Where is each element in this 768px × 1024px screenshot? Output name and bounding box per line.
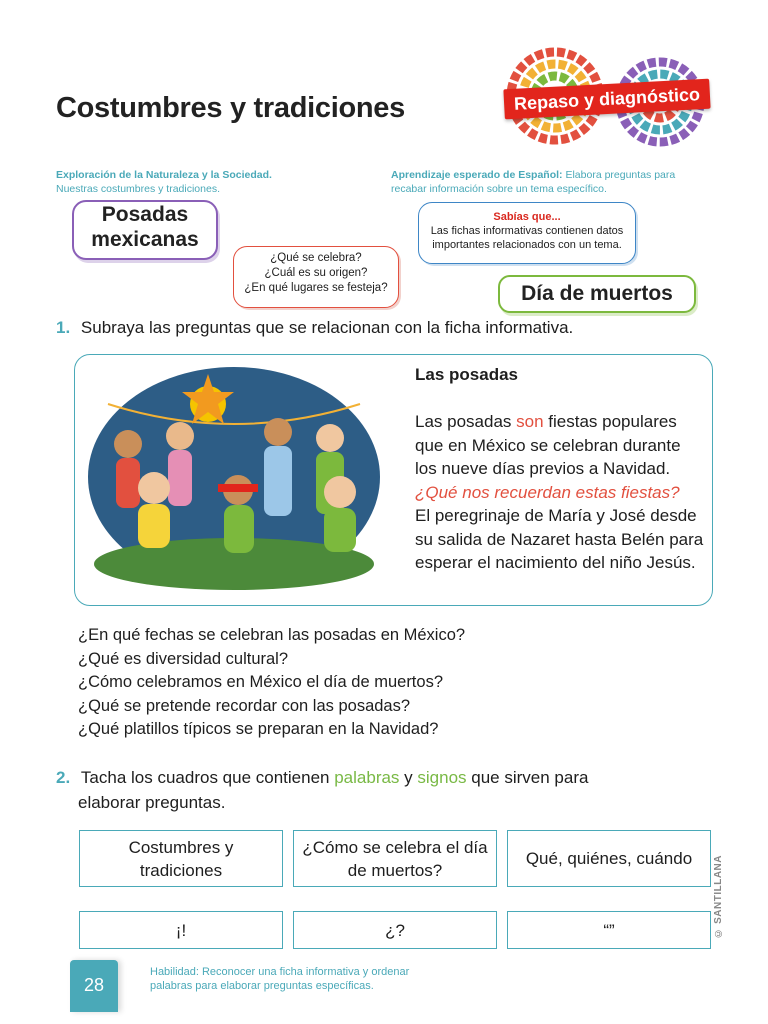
ficha-body <box>415 410 705 575</box>
subject-topic: Nuestras costumbres y tradiciones. <box>56 183 220 195</box>
cuadro-text: “” <box>603 920 615 940</box>
learning-text-2: recabar información sobre un tema específico. <box>391 183 607 195</box>
learning-label: Aprendizaje esperado de Español: <box>391 169 563 181</box>
ficha-title: Las posadas <box>415 365 518 384</box>
question-2-t1: Tacha los cuadros que contienen <box>80 768 335 787</box>
posadas-line-1: Posadas <box>101 203 189 226</box>
question-2-palabras: palabras <box>334 768 400 787</box>
cuadro-interrogacion[interactable] <box>293 911 497 949</box>
question-2-t4: elaborar preguntas. <box>78 793 226 812</box>
question-list <box>78 624 465 742</box>
question-2-signos: signos <box>417 768 467 787</box>
pregunta-1: ¿Qué se celebra? <box>270 252 362 264</box>
sabias-line-1: Las fichas informativas contienen datos <box>430 225 624 237</box>
cuadro-exclamacion[interactable] <box>79 911 283 949</box>
subject-label: Exploración de la Naturaleza y la Sociedad. <box>56 169 272 181</box>
ficha-p1-start: Las posadas <box>415 412 517 431</box>
cuadro-text: ¿? <box>385 920 405 940</box>
page-title: Costumbres y tradiciones <box>56 92 405 124</box>
dia-muertos-bubble: Día de muertos <box>498 275 696 313</box>
list-item[interactable]: ¿Qué platillos típicos se preparan en la Navidad? <box>78 720 439 738</box>
sabias-title: Sabías que... <box>493 211 561 223</box>
list-item[interactable]: ¿Cómo celebramos en México el día de muertos? <box>78 673 443 691</box>
question-2 <box>56 765 588 815</box>
subject-meta <box>56 168 272 196</box>
ficha-question: ¿Qué nos recuerdan estas fiestas? <box>415 482 680 502</box>
cuadro-text: Costumbres y <box>128 837 234 857</box>
sabias-bubble <box>418 202 636 264</box>
posadas-illustration <box>88 364 380 590</box>
cuadro-como-se-celebra[interactable] <box>293 830 497 887</box>
pregunta-3: ¿En qué lugares se festeja? <box>244 282 388 294</box>
repaso-badge: Repaso y diagnóstico <box>503 79 710 120</box>
cuadro-text: ¿Cómo se celebra el día <box>302 837 488 857</box>
cuadro-text: ¡! <box>175 920 187 940</box>
sabias-line-2: importantes relacionados con un tema. <box>432 239 622 251</box>
pregunta-2: ¿Cuál es su origen? <box>264 267 368 279</box>
copyright: © SANTILLANA <box>713 855 724 939</box>
list-item[interactable]: ¿En qué fechas se celebran las posadas en México? <box>78 626 466 644</box>
question-1 <box>56 316 573 340</box>
habilidad-line-1: Habilidad: Reconocer una ficha informativa y ordenar <box>150 966 410 978</box>
page-number: 28 <box>70 960 118 1012</box>
cuadro-text: Qué, quiénes, cuándo <box>525 849 693 868</box>
cuadro-comillas[interactable] <box>507 911 711 949</box>
preguntas-bubble <box>233 246 399 308</box>
cuadro-que-quienes[interactable] <box>507 830 711 887</box>
ficha-p1-verb: son <box>516 412 544 431</box>
learning-meta <box>391 168 675 196</box>
question-2-t2: y <box>399 768 418 787</box>
question-2-t3: que sirven para <box>466 768 589 787</box>
posadas-bubble <box>72 200 218 260</box>
cuadro-text: tradiciones <box>139 860 223 880</box>
cuadro-costumbres[interactable] <box>79 830 283 887</box>
posadas-line-2: mexicanas <box>91 228 199 251</box>
ficha-p1-end: fiestas populares que en México se celebran durante los nueve días previos a Navidad. <box>415 412 681 478</box>
habilidad-note <box>150 965 409 993</box>
ficha-p2: El peregrinaje de María y José desde su salida de Nazaret hasta Belén para esperar el nacimiento del niño Jesús. <box>415 506 704 572</box>
learning-text-1: Elabora preguntas para <box>565 169 676 181</box>
question-2-number: 2. <box>56 768 71 787</box>
habilidad-line-2: palabras para elaborar preguntas específicas. <box>150 980 374 992</box>
question-1-text: Subraya las preguntas que se relacionan con la ficha informativa. <box>80 318 574 337</box>
list-item[interactable]: ¿Qué es diversidad cultural? <box>78 649 289 668</box>
question-1-number: 1. <box>56 318 71 337</box>
cuadro-text: de muertos? <box>347 860 443 880</box>
list-item[interactable]: ¿Qué se pretende recordar con las posadas? <box>78 696 411 715</box>
